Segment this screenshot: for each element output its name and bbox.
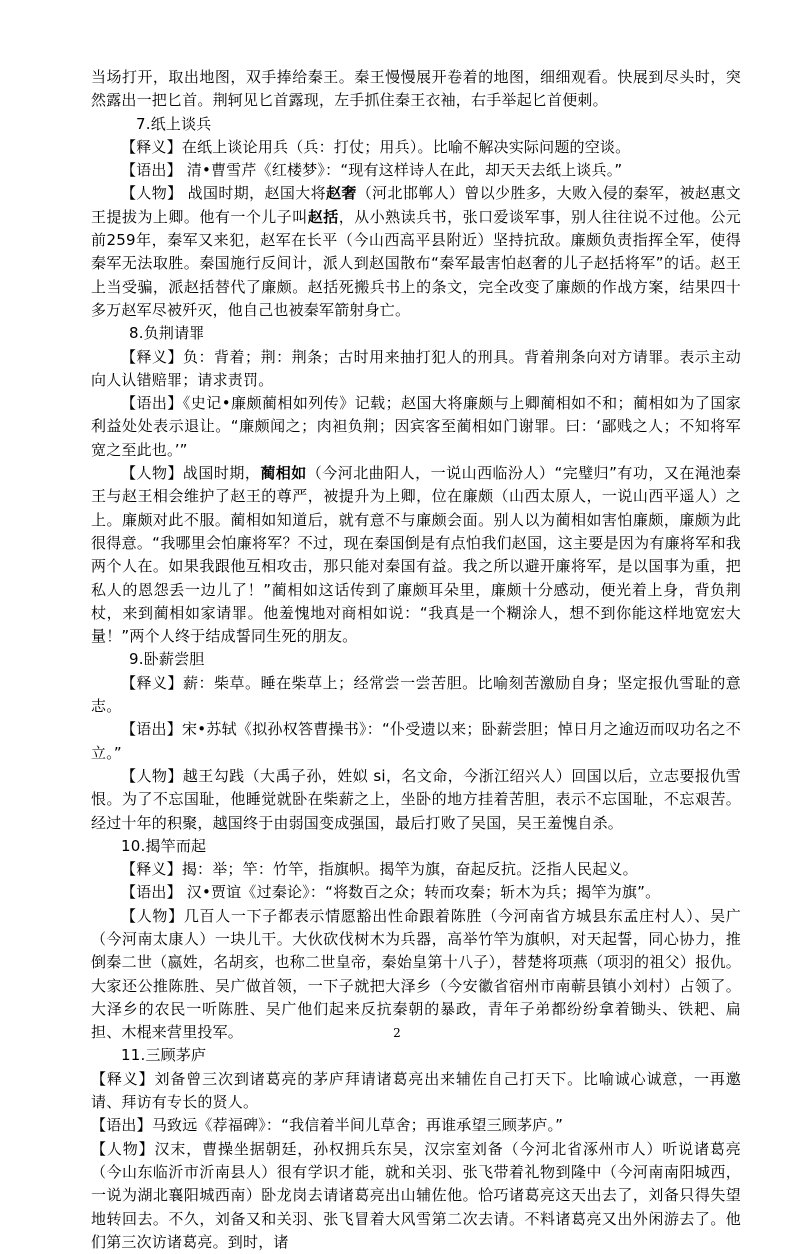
document-page [91, 66, 741, 1254]
renwu-text: 越王勾践（大禹子孙，姓姒 si，名文命，今浙江绍兴人）回国以后，立志要报仇雪恨。为了不忘国耻，他睡觉就卧在柴薪之上，坐卧的地方挂着苦胆，表示不忘国耻，不忘艰苦。经过十年的积聚，越国终于由弱国变成强国，最后打败了吴国，吴王羞愧自杀。 [91, 766, 741, 832]
shiyi-text: 揭：举；竿：竹竿，指旗帜。揭竿为旗，奋起反抗。泛指人民起义。 [181, 860, 638, 879]
yuchu-label: 【语出】 [121, 720, 183, 739]
yuchu-paragraph [91, 1114, 741, 1137]
renwu-label: 【人物】 [121, 766, 183, 785]
shiyi-paragraph [91, 672, 741, 719]
yuchu-text: 《史记•廉颇蔺相如列传》记载；赵国大将廉颇与上卿蔺相如不和；蔺相如为了国家利益处处表示退让。“廉颇闻之；肉袒负荆；因宾客至蔺相如门谢罪。曰：‘鄙贱之人；不知将军宽之至此也。’” [91, 394, 741, 459]
yuchu-paragraph [91, 159, 741, 182]
renwu-paragraph [91, 1138, 741, 1254]
shiyi-label: 【释义】 [91, 1069, 155, 1088]
person-name-bold: 赵括 [307, 207, 339, 226]
renwu-text: 战国时期， [182, 464, 261, 483]
shiyi-paragraph [91, 1068, 741, 1115]
section-title: 10.揭竿而起 [121, 836, 207, 855]
yuchu-label: 【语出】 [91, 1116, 152, 1135]
shiyi-text: 薪：柴草。睡在柴草上；经常尝一尝苦胆。比喻刻苦激励自身；坚定报仇雪耻的意志。 [91, 673, 741, 716]
shiyi-text: 刘备曾三次到诸葛亮的茅庐拜请诸葛亮出来辅佐自己打天下。比喻诚心诚意，一再邀请、拜访有专长的贤人。 [91, 1069, 741, 1112]
yuchu-text: 清•曹雪芹《红楼梦》：“现有这样诗人在此，却天天去纸上谈兵。” [181, 161, 623, 180]
renwu-text: 汉末，曹操坐据朝廷，孙权拥兵东吴，汉宗室刘备（今河北省涿州市人）听说诸葛亮（今山东临沂市沂南县人）很有学识才能，就和关羽、张飞带着礼物到隆中（今河南南阳城西，一说为湖北襄阳城西南）卧龙岗去请诸葛亮出山辅佐他。恰巧诸葛亮这天出去了，刘备只得失望地转回去。不久，刘备又和关羽、张飞冒着大风雪第二次去请。不料诸葛亮又出外闲游去了。他们第三次访诸葛亮。到时，诸 [91, 1139, 741, 1251]
yuchu-paragraph [91, 881, 741, 904]
page-number: 2 [393, 1026, 401, 1040]
person-name-bold: 蔺相如 [260, 464, 307, 483]
shiyi-label: 【释义】 [121, 347, 184, 366]
renwu-text: 几百人一下子都表示情愿豁出性命跟着陈胜（今河南省方城县东孟庄村人）、吴广（今河南太康人）一块儿干。大伙砍伐树木为兵器，高举竹竿为旗帜，对天起誓，同心协力，推倒秦二世（嬴姓，名胡亥，也称二世皇帝，秦始皇第十八子），替楚将项燕（项羽的祖父）报仇。大家还公推陈胜、吴广做首领，一下子就把大泽乡（今安徽省宿州市南蕲县镇小刘村）占领了。大泽乡的农民一听陈胜、吴广他们起来反抗秦朝的暴政，青年子弟都纷纷拿着锄头、铁耙、扁担、木棍来营里投军。 [91, 906, 741, 1042]
renwu-label: 【人物】 [121, 906, 184, 925]
shiyi-paragraph [91, 346, 741, 393]
shiyi-text: 负：背着；荆：荆条；古时用来抽打犯人的刑具。背着荆条向对方请罪。表示主动向人认错赔罪；请求责罚。 [91, 347, 741, 389]
yuchu-label: 【语出】 [121, 394, 183, 413]
renwu-text: （今河北曲阳人，一说山西临汾人）“完璧归”有功，又在渑池秦王与赵王相会维护了赵王的尊严，被提升为上卿，位在廉颇（山西太原人，一说山西平遥人）之上。廉颇对此不服。蔺相如知道后，就有意不与廉颇会面。别人以为蔺相如害怕廉颇，廉颇为此很得意。“我哪里会怕廉将军？不过，现在秦国倒是有点怕我们赵国，这主要是因为有廉将军和我两个人在。如果我跟他互相攻击，那只能对秦国有益。我之所以避开廉将军，是以国事为重，把私人的恩怨丢一边儿了！”蔺相如这话传到了廉颇耳朵里，廉颇十分感动，便光着上身，背负荆杖，来到蔺相如家请罪。他羞愧地对商相如说：“我真是一个糊涂人，想不到你能这样地宽宏大量！”两个人终于结成誓同生死的朋友。 [91, 464, 741, 646]
yuchu-paragraph [91, 392, 741, 462]
shiyi-label: 【释义】 [121, 137, 182, 156]
renwu-paragraph [91, 765, 741, 835]
renwu-label: 【人物】 [121, 184, 183, 203]
section-title: 7.纸上谈兵 [136, 114, 212, 133]
yuchu-text: 宋•苏轼《拟孙权答曹操书》：“仆受遗以来；卧薪尝胆；悼日月之逾迈而叹功名之不立。” [91, 720, 741, 762]
shiyi-label: 【释义】 [121, 673, 184, 692]
section-title: 11.三顾茅庐 [121, 1046, 207, 1065]
shiyi-label: 【释义】 [121, 860, 182, 879]
section-title: 8.负荆请罪 [129, 324, 205, 343]
yuchu-label: 【语出】 [121, 883, 182, 902]
shiyi-paragraph [91, 136, 741, 159]
renwu-paragraph [91, 462, 741, 648]
yuchu-label: 【语出】 [121, 161, 182, 180]
intro-paragraph: 当场打开，取出地图，双手捧给秦王。秦王慢慢展开卷着的地图，细细观看。快展到尽头时，突然露出一把匕首。荆轲见匕首露现，左手抓住秦王衣袖，右手举起匕首便刺。 [91, 68, 741, 110]
yuchu-paragraph [91, 718, 741, 765]
person-name-bold: 赵奢 [326, 184, 357, 203]
renwu-paragraph [91, 905, 741, 1045]
yuchu-text: 汉•贾谊《过秦论》：“将数百之众；转而攻秦；斩木为兵；揭竿为旗”。 [181, 883, 661, 902]
renwu-text: 战国时期，赵国大将 [182, 184, 327, 203]
renwu-text: ，从小熟读兵书，张口爱谈军事，别人往往说不过他。公元前259年，秦军又来犯，赵军在长平（今山西高平县附近）坚持抗敌。廉颇负责指挥全军，使得秦军无法取胜。秦国施行反间计，派人到赵国散布“秦军最害怕赵奢的儿子赵括将军”的话。赵王上当受骗，派赵括替代了廉颇。赵括死搬兵书上的条文，完全改变了廉颇的作战方案，结果四十多万赵军尽被歼灭，他自己也被秦军箭射身亡。 [91, 207, 741, 319]
section-title: 9.卧薪尝胆 [129, 650, 205, 669]
renwu-text: （河北邯郸人）曾以少胜多，大败入侵的秦军，被赵惠文王提拔为上卿。他有一个儿子叫 [91, 184, 741, 226]
shiyi-paragraph [91, 858, 741, 881]
renwu-paragraph [91, 182, 741, 322]
renwu-label: 【人物】 [91, 1139, 155, 1158]
yuchu-text: 马致远《荐福碑》：“我信着半间儿草舍；再谁承望三顾茅庐。” [151, 1116, 564, 1135]
shiyi-text: 在纸上谈论用兵（兵：打仗；用兵）。比喻不解决实际问题的空谈。 [181, 137, 631, 156]
renwu-label: 【人物】 [121, 464, 183, 483]
